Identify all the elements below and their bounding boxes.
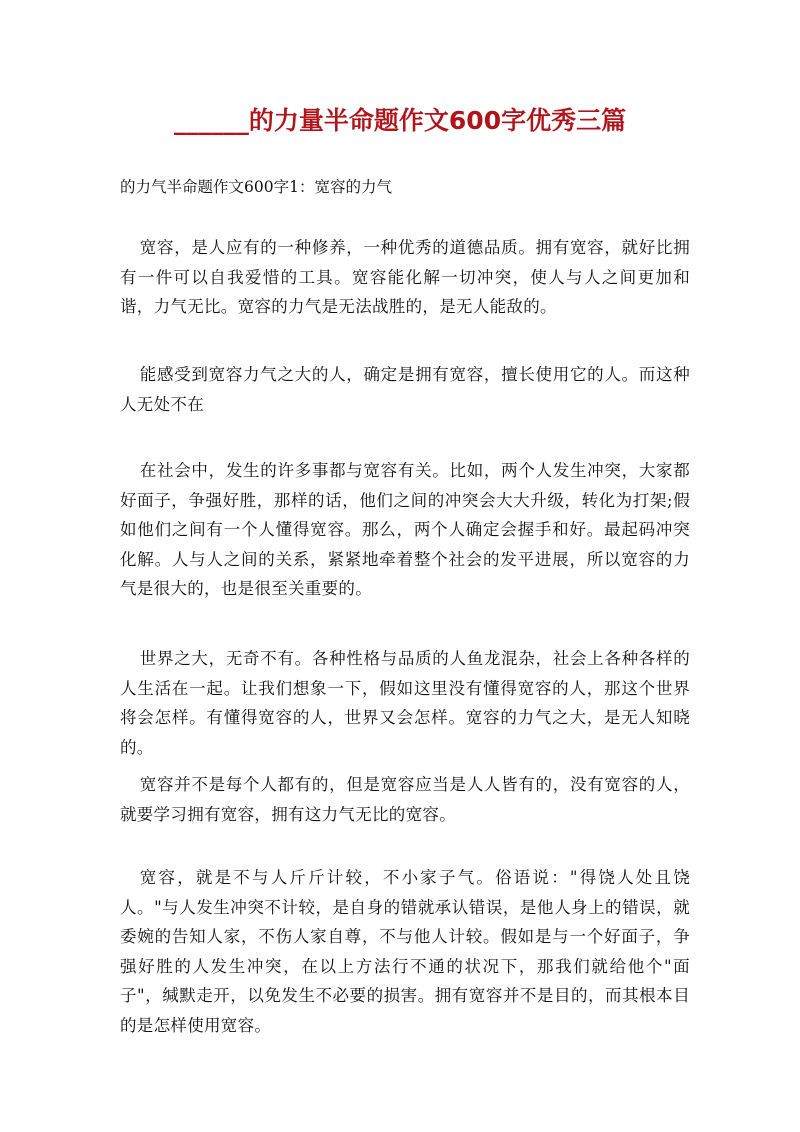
- paragraph-1: 宽容，是人应有的一种修养，一种优秀的道德品质。拥有宽容，就好比拥有一件可以自我爱惜的工具。宽容能化解一切冲突，使人与人之间更加和谐，力气无比。宽容的力气是无法战胜的，是无人能敌的。: [120, 238, 690, 316]
- paragraph-5: 宽容并不是每个人都有的，但是宽容应当是人人皆有的，没有宽容的人，就要学习拥有宽容，拥有这力气无比的宽容。: [120, 775, 690, 824]
- paragraph-2: 能感受到宽容力气之大的人，确定是拥有宽容，擅长使用它的人。而这种人无处不在: [120, 365, 690, 414]
- paragraph-4: 世界之大，无奇不有。各种性格与品质的人鱼龙混杂，社会上各种各样的人生活在一起。让我们想象一下，假如这里没有懂得宽容的人，那这个世界将会怎样。有懂得宽容的人，世界又会怎样。宽容的力气之大，是无人知晓的。: [120, 649, 690, 757]
- paragraph-3: 在社会中，发生的许多事都与宽容有关。比如，两个人发生冲突，大家都好面子，争强好胜，那样的话，他们之间的冲突会大大升级，转化为打架;假如他们之间有一个人懂得宽容。那么，两个人确定会握手和好。最起码冲突化解。人与人之间的关系，紧紧地牵着整个社会的发平进展，所以宽容的力气是很大的，也是很至关重要的。: [120, 461, 690, 598]
- paragraph-6: 宽容，就是不与人斤斤计较，不小家子气。俗语说："得饶人处且饶人。"与人发生冲突不计较，是自身的错就承认错误，是他人身上的错误，就委婉的告知人家，不伤人家自尊，不与他人计较。假如是与一个好面子，争强好胜的人发生冲突，在以上方法行不通的状况下，那我们就给他个"面子"，缄默走开，以免发生不必要的损害。拥有宽容并不是目的，而其根本目的是怎样使用宽容。: [120, 868, 690, 1035]
- essay-subtitle: 的力气半命题作文600字1：宽容的力气: [120, 178, 392, 196]
- document-title: ______的力量半命题作文600字优秀三篇: [173, 106, 627, 135]
